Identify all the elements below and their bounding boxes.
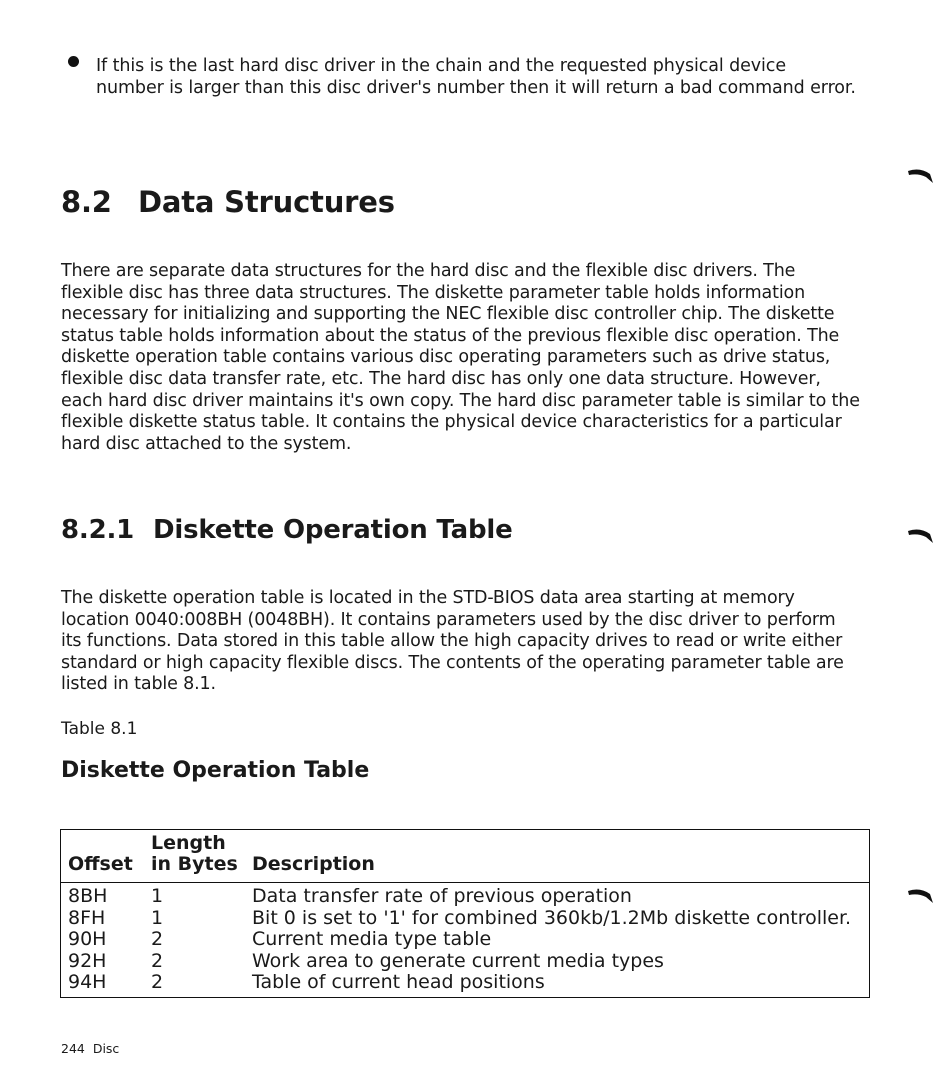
table-cell-offset: 8FH	[68, 906, 106, 929]
table-cell-length: 1	[151, 885, 164, 907]
table-cell-length: 2	[151, 949, 164, 972]
subsection-heading	[61, 514, 513, 546]
section-body: There are separate data structures for the hard disc and the flexible disc drivers. The flexible disc has three data structures. The diskette parameter table holds information necessary for initializing and supporting the NEC flexible disc controller chip. The diskette status table holds information about the status of the previous flexible disc operation. The diskette operation table contains various disc operating parameters such as drive status, flexible disc data transfer rate, etc. The hard disc has only one data structure. However, each hard disc driver maintains it's own copy. The hard disc parameter table is similar to the flexible diskette status table. It contains the physical device characteristics for a particular hard disc attached to the system.	[61, 261, 860, 454]
margin-mark-icon	[906, 165, 934, 185]
table-cell-description: Data transfer rate of previous operation	[252, 885, 632, 907]
section-heading	[61, 184, 395, 220]
bullet-point-icon	[68, 56, 79, 67]
table-title: Diskette Operation Table	[61, 758, 370, 783]
page-footer	[61, 1041, 119, 1057]
chapter-name: Disc	[92, 1041, 120, 1056]
table-cell-length: 1	[151, 906, 164, 929]
table-cell-description: Work area to generate current media types	[252, 949, 664, 972]
header-description: Description	[252, 853, 375, 875]
section-number: 8.2	[61, 185, 112, 219]
table-header-divider	[60, 882, 870, 883]
table-cell-offset: 94H	[68, 971, 107, 993]
subsection-body: The diskette operation table is located in the STD-BIOS data area starting at memory location 0040:008BH (0048BH). It contains parameters used by the disc driver to perform its functions. Data stored in this table allow the high capacity drives to read or write either standard or high capacity flexible discs. The contents of the operating parameter table are listed in table 8.1.	[61, 588, 844, 695]
subsection-title: Diskette Operation Table	[153, 515, 513, 545]
table-cell-description: Bit 0 is set to '1' for combined 360kb/1.2Mb diskette controller.	[252, 906, 852, 929]
table-cell-offset: 90H	[68, 928, 107, 950]
margin-mark-icon	[906, 525, 934, 545]
table-label: Table 8.1	[61, 719, 138, 739]
table-cell-description: Table of current head positions	[252, 971, 545, 993]
table-cell-offset: 8BH	[68, 885, 108, 907]
page-number: 244	[61, 1041, 85, 1056]
header-length-line2: in Bytes	[151, 853, 238, 875]
header-length-line1: Length	[151, 832, 226, 854]
subsection-number: 8.2.1	[61, 515, 135, 545]
table-cell-offset: 92H	[68, 949, 107, 972]
margin-mark-icon	[906, 885, 934, 905]
bullet-text: If this is the last hard disc driver in the chain and the requested physical device number is larger than this disc driver's number then it will return a bad command error.	[96, 56, 856, 98]
table-cell-length: 2	[151, 971, 164, 993]
table-cell-description: Current media type table	[252, 928, 492, 950]
header-offset: Offset	[68, 853, 133, 875]
section-title: Data Structures	[138, 185, 395, 219]
table-cell-length: 2	[151, 928, 164, 950]
